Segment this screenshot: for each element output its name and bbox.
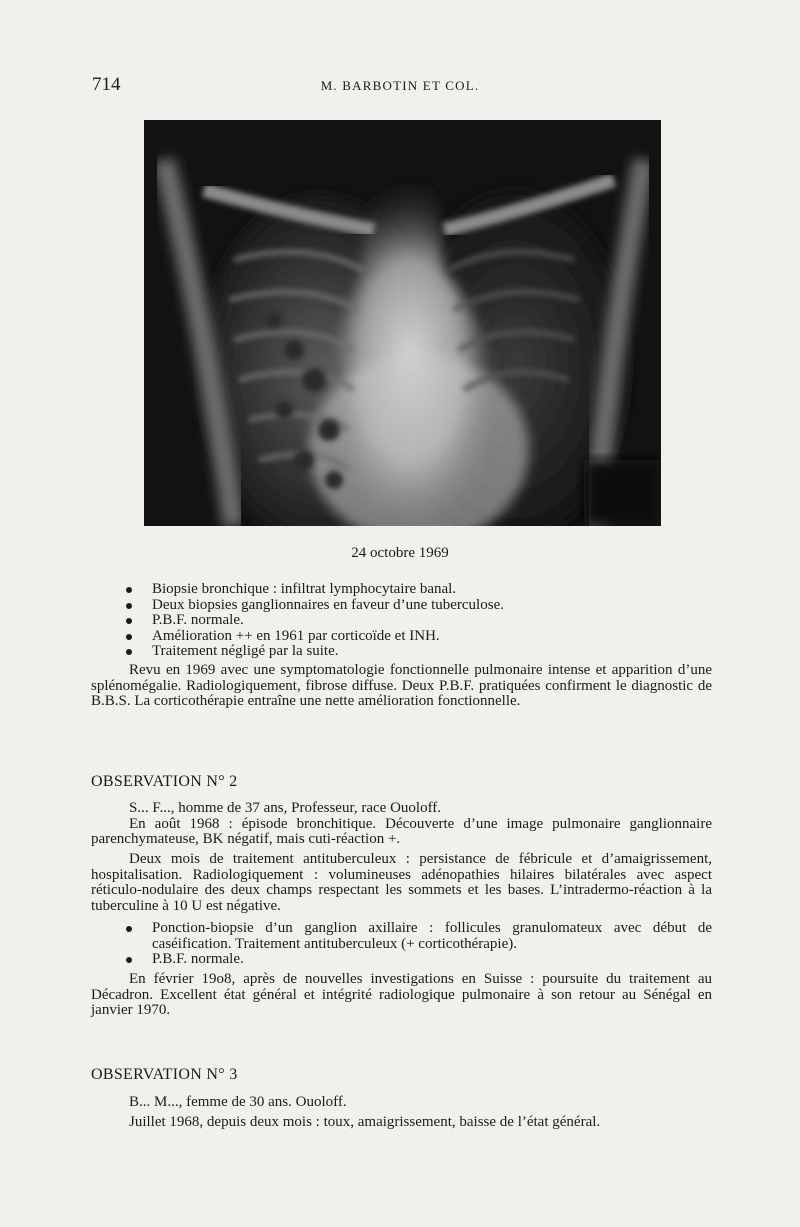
obs2-line-2: En août 1968 : épisode bronchitique. Découverte d’une image pulmonaire ganglionnaire parenchymateuse, BK négatif, mais cuti-réaction +. (91, 815, 712, 848)
list-item: Amélioration ++ en 1961 par corticoïde et INH. (91, 629, 712, 645)
bullet-icon (126, 587, 132, 593)
figure-caption: 24 octobre 1969 (351, 545, 449, 561)
obs2-paragraph-1 (91, 801, 712, 848)
observation-3-heading: OBSERVATION N° 3 (91, 1066, 238, 1083)
obs3-line-1: B... M..., femme de 30 ans. Ouoloff. (129, 1094, 347, 1110)
bullet-icon (126, 603, 132, 609)
bullet-icon (126, 634, 132, 640)
obs2-paragraph-2: Deux mois de traitement antituberculeux : persistance de fébricule et d’amaigrissement, hospitalisation. Radiologiquement : volumineuses adénopathies hilaires bilatérales avec aspect réticulo-nodulaire des deux champs respectant les sommets et les bases. L’intradermo-réaction à la tuberculine à 10 U est négative. (91, 851, 712, 914)
list-item: Biopsie bronchique : infiltrat lymphocytaire banal. (91, 582, 712, 598)
bullet-icon (126, 618, 132, 624)
running-title: M. BARBOTIN ET COL. (320, 78, 480, 93)
list-item: Deux biopsies ganglionnaires en faveur d’une tuberculose. (91, 598, 712, 614)
obs2-line-1: S... F..., homme de 37 ans, Professeur, race Ouoloff. (129, 800, 442, 816)
obs2-bullet-list (91, 921, 712, 968)
bullet-icon (126, 957, 132, 963)
obs1-paragraph: Revu en 1969 avec une symptomatologie fonctionnelle pulmonaire intense et apparition d’une splénomégalie. Radiologiquement, fibrose diffuse. Deux P.B.F. pratiquées confirment le diagnostic de B.B.S. La corticothérapie entraîne une nette amélioration fonctionnelle. (91, 662, 712, 710)
chest-xray-figure (144, 120, 661, 526)
list-item: P.B.F. normale. (91, 952, 712, 968)
list-item: Traitement négligé par la suite. (91, 644, 712, 660)
observation-2-heading: OBSERVATION N° 2 (91, 773, 238, 790)
obs3-line-2: Juillet 1968, depuis deux mois : toux, amaigrissement, baisse de l’état général. (129, 1114, 601, 1130)
list-item: P.B.F. normale. (91, 613, 712, 629)
page-number: 714 (92, 74, 121, 95)
obs1-bullet-list (91, 582, 712, 660)
bullet-icon (126, 926, 132, 932)
obs2-paragraph-3: En février 19o8, après de nouvelles investigations en Suisse : poursuite du traitement au Décadron. Excellent état général et intégrité radiologique pulmonaire à son retour au Sénégal en janvier 1970. (91, 971, 712, 1019)
list-item: Ponction-biopsie d’un ganglion axillaire : follicules granulomateux avec début de caséification. Traitement antituberculeux (+ corticothérapie). (91, 921, 712, 952)
bullet-icon (126, 649, 132, 655)
